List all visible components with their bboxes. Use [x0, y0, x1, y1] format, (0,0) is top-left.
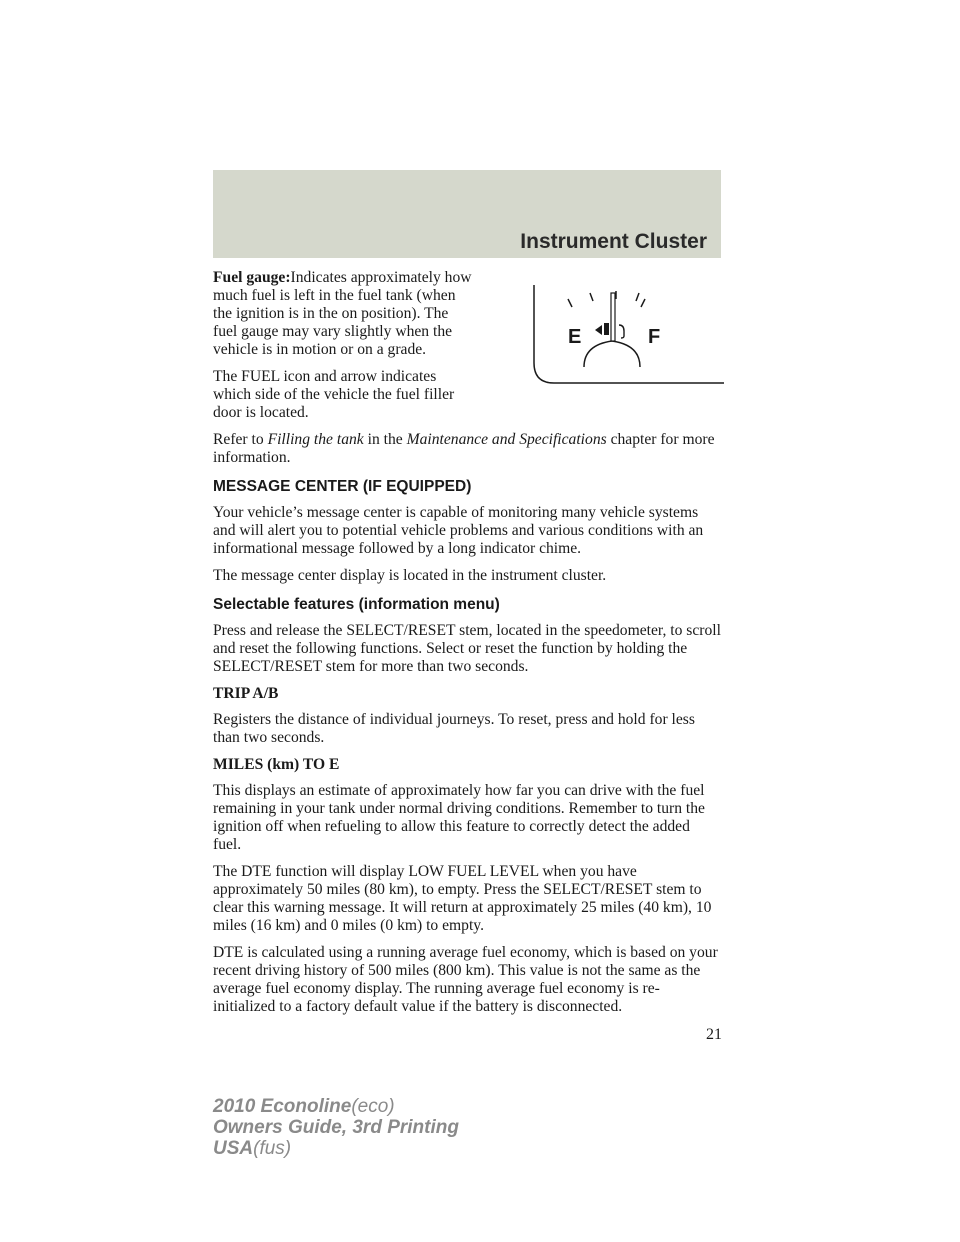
fuel-gauge-lead: Fuel gauge: — [213, 269, 291, 286]
page-number: 21 — [706, 1026, 722, 1043]
message-center-heading: MESSAGE CENTER (IF EQUIPPED) — [213, 478, 472, 495]
footer-guide: Owners Guide, 3rd Printing — [213, 1117, 459, 1138]
document-footer — [213, 1096, 459, 1159]
selectable-features-paragraph: Press and release the SELECT/RESET stem, located in the speedometer, to scroll and reset the following functions. Select or reset the function by holding the SELECT/RESET stem for more than two seconds. — [213, 622, 721, 675]
dte-paragraph-3: DTE is calculated using a running average fuel economy, which is based on your recent driving history of 500 miles (800 km). This value is not the same as the average fuel economy display. The running average fuel economy is re-initialized to a factory default value if the battery is disconnected. — [213, 944, 718, 1015]
trip-heading: TRIP A/B — [213, 685, 279, 702]
chapter-header — [213, 170, 721, 258]
chapter-title: Instrument Cluster — [520, 230, 707, 253]
refer-filling-the-tank: Filling the tank — [267, 431, 364, 448]
message-center-paragraph-2: The message center display is located in the instrument cluster. — [213, 567, 607, 584]
trip-paragraph: Registers the distance of individual journeys. To reset, press and hold for less than two seconds. — [213, 711, 695, 746]
page-body — [213, 269, 721, 1025]
fuel-icon-paragraph: The FUEL icon and arrow indicates which side of the vehicle the fuel filler door is located. — [213, 368, 455, 421]
fuel-gauge-paragraph: Fuel gauge:Indicates approximately how much fuel is left in the fuel tank (when the ignition is in the on position). The fuel gauge may vary slightly when the vehicle is in motion or on a grade. — [213, 269, 472, 358]
dte-paragraph-1: This displays an estimate of approximately how far you can drive with the fuel remaining in your tank under normal driving conditions. Remember to turn the ignition off when refueling to allow this feature to correctly detect the added fuel. — [213, 782, 705, 853]
footer-model: 2010 Econoline — [213, 1096, 352, 1117]
message-center-paragraph-1: Your vehicle’s message center is capable of monitoring many vehicle systems and will alert you to potential vehicle problems and various conditions with an informational message followed by a long indicator chime. — [213, 504, 704, 557]
gauge-full-label: F — [648, 326, 661, 348]
footer-market-code: (fus) — [253, 1138, 292, 1159]
refer-paragraph: Refer to Filling the tank in the Maintenance and Specifications chapter for more information. — [213, 431, 715, 466]
selectable-features-heading: Selectable features (information menu) — [213, 596, 500, 613]
footer-market: USA — [213, 1138, 254, 1159]
refer-maintenance-chapter: Maintenance and Specifications — [406, 431, 607, 448]
dte-heading: MILES (km) TO E — [213, 756, 340, 773]
gauge-empty-label: E — [568, 326, 582, 348]
dte-paragraph-2: The DTE function will display LOW FUEL LEVEL when you have approximately 50 miles (80 km), to empty. Press the SELECT/RESET stem to clear this warning message. It will return at approximately 25 miles (40 km), 10 miles (16 km) and 0 miles (0 km) to empty. — [213, 863, 712, 934]
footer-model-code: (eco) — [351, 1096, 395, 1117]
